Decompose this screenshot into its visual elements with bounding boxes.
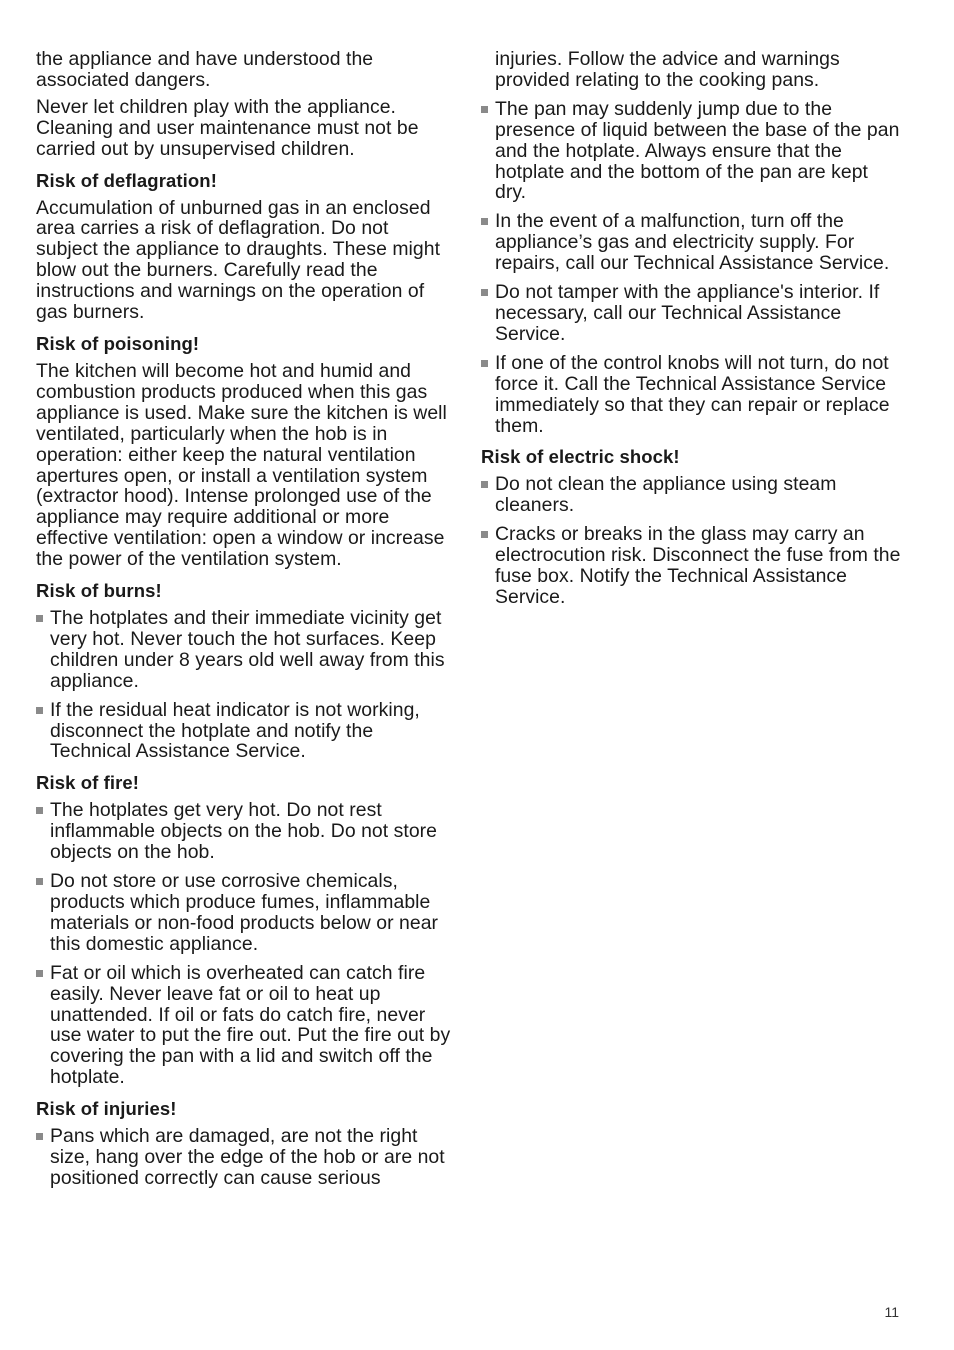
list-item: Do not clean the appliance using steam cleaners. [481, 474, 901, 516]
bullet-icon [36, 807, 43, 814]
deflagration-text: Accumulation of unburned gas in an enclosed area carries a risk of deflagration. Do not subject the appliance to draughts. These might blow out the burners. Carefully read the instructions and warnings on the operation of gas burners. [36, 196, 441, 324]
heading-fire: Risk of fire! [36, 772, 140, 794]
bullet-icon [36, 970, 43, 977]
heading-poisoning: Risk of poisoning! [36, 332, 200, 354]
list-item: If the residual heat indicator is not working, disconnect the hotplate and notify the Technical Assistance Service. [36, 700, 454, 763]
electric-shock-list [481, 474, 901, 607]
list-item: Do not tamper with the appliance's interior. If necessary, call our Technical Assistance Service. [481, 282, 901, 345]
heading-deflagration: Risk of deflagration! [36, 169, 217, 191]
list-item: The hotplates get very hot. Do not rest inflammable objects on the hob. Do not store objects on the hob. [36, 800, 454, 863]
left-column [36, 49, 454, 1197]
bullet-icon [481, 218, 488, 225]
bullet-icon [36, 1133, 43, 1140]
intro-paragraph: the appliance and have understood the associated dangers. [36, 48, 374, 91]
list-item: Cracks or breaks in the glass may carry an electrocution risk. Disconnect the fuse from the fuse box. Notify the Technical Assistance Service. [481, 524, 901, 608]
bullet-icon [481, 481, 488, 488]
list-item: In the event of a malfunction, turn off the appliance’s gas and electricity supply. For repairs, call our Technical Assistance Service. [481, 211, 901, 274]
heading-burns: Risk of burns! [36, 580, 162, 602]
bullet-icon [481, 106, 488, 113]
list-item: The pan may suddenly jump due to the presence of liquid between the base of the pan and the hotplate. Always ensure that the hotplate and the bottom of the pan are kept dry. [481, 99, 901, 204]
fire-list [36, 800, 454, 1088]
list-item: Do not store or use corrosive chemicals, products which produce fumes, inflammable materials or non-food products below or near this domestic appliance. [36, 871, 454, 955]
poisoning-text: The kitchen will become hot and humid and combustion products produced when this gas appliance is used. Make sure the kitchen is well ventilated, particularly when the hob is in operation: either keep the natural ventilation apertures open, or install a ventilation system (extractor hood). Intense prolonged use of the appliance may require additional or more effective ventilation: open a window or increase the power of the ventilation system. [36, 359, 447, 571]
injuries-continued-text: injuries. Follow the advice and warnings provided relating to the cooking pans. [495, 48, 840, 91]
children-paragraph: Never let children play with the appliance. Cleaning and user maintenance must not be carried out by unsupervised children. [36, 95, 419, 160]
bullet-icon [36, 707, 43, 714]
injuries-list [36, 1126, 454, 1189]
heading-electric-shock: Risk of electric shock! [481, 446, 680, 468]
page-number: 11 [884, 1304, 899, 1320]
bullet-icon [481, 531, 488, 538]
burns-list [36, 608, 454, 762]
list-item: If one of the control knobs will not turn, do not force it. Call the Technical Assistance Service immediately so that they can repair or replace them. [481, 353, 901, 437]
bullet-icon [36, 878, 43, 885]
bullet-icon [481, 360, 488, 367]
list-item: Pans which are damaged, are not the right size, hang over the edge of the hob or are not positioned correctly can cause serious [36, 1126, 454, 1189]
heading-injuries: Risk of injuries! [36, 1098, 177, 1120]
right-column [481, 49, 901, 616]
bullet-icon [36, 615, 43, 622]
bullet-icon [481, 289, 488, 296]
list-item: The hotplates and their immediate vicinity get very hot. Never touch the hot surfaces. Keep children under 8 years old well away from this appliance. [36, 608, 454, 692]
list-item: Fat or oil which is overheated can catch fire easily. Never leave fat or oil to heat up unattended. If oil or fats do catch fire, never use water to put the fire out. Put the fire out by covering the pan with a lid and switch off the hotplate. [36, 963, 454, 1088]
injuries-list-continued [481, 99, 901, 437]
